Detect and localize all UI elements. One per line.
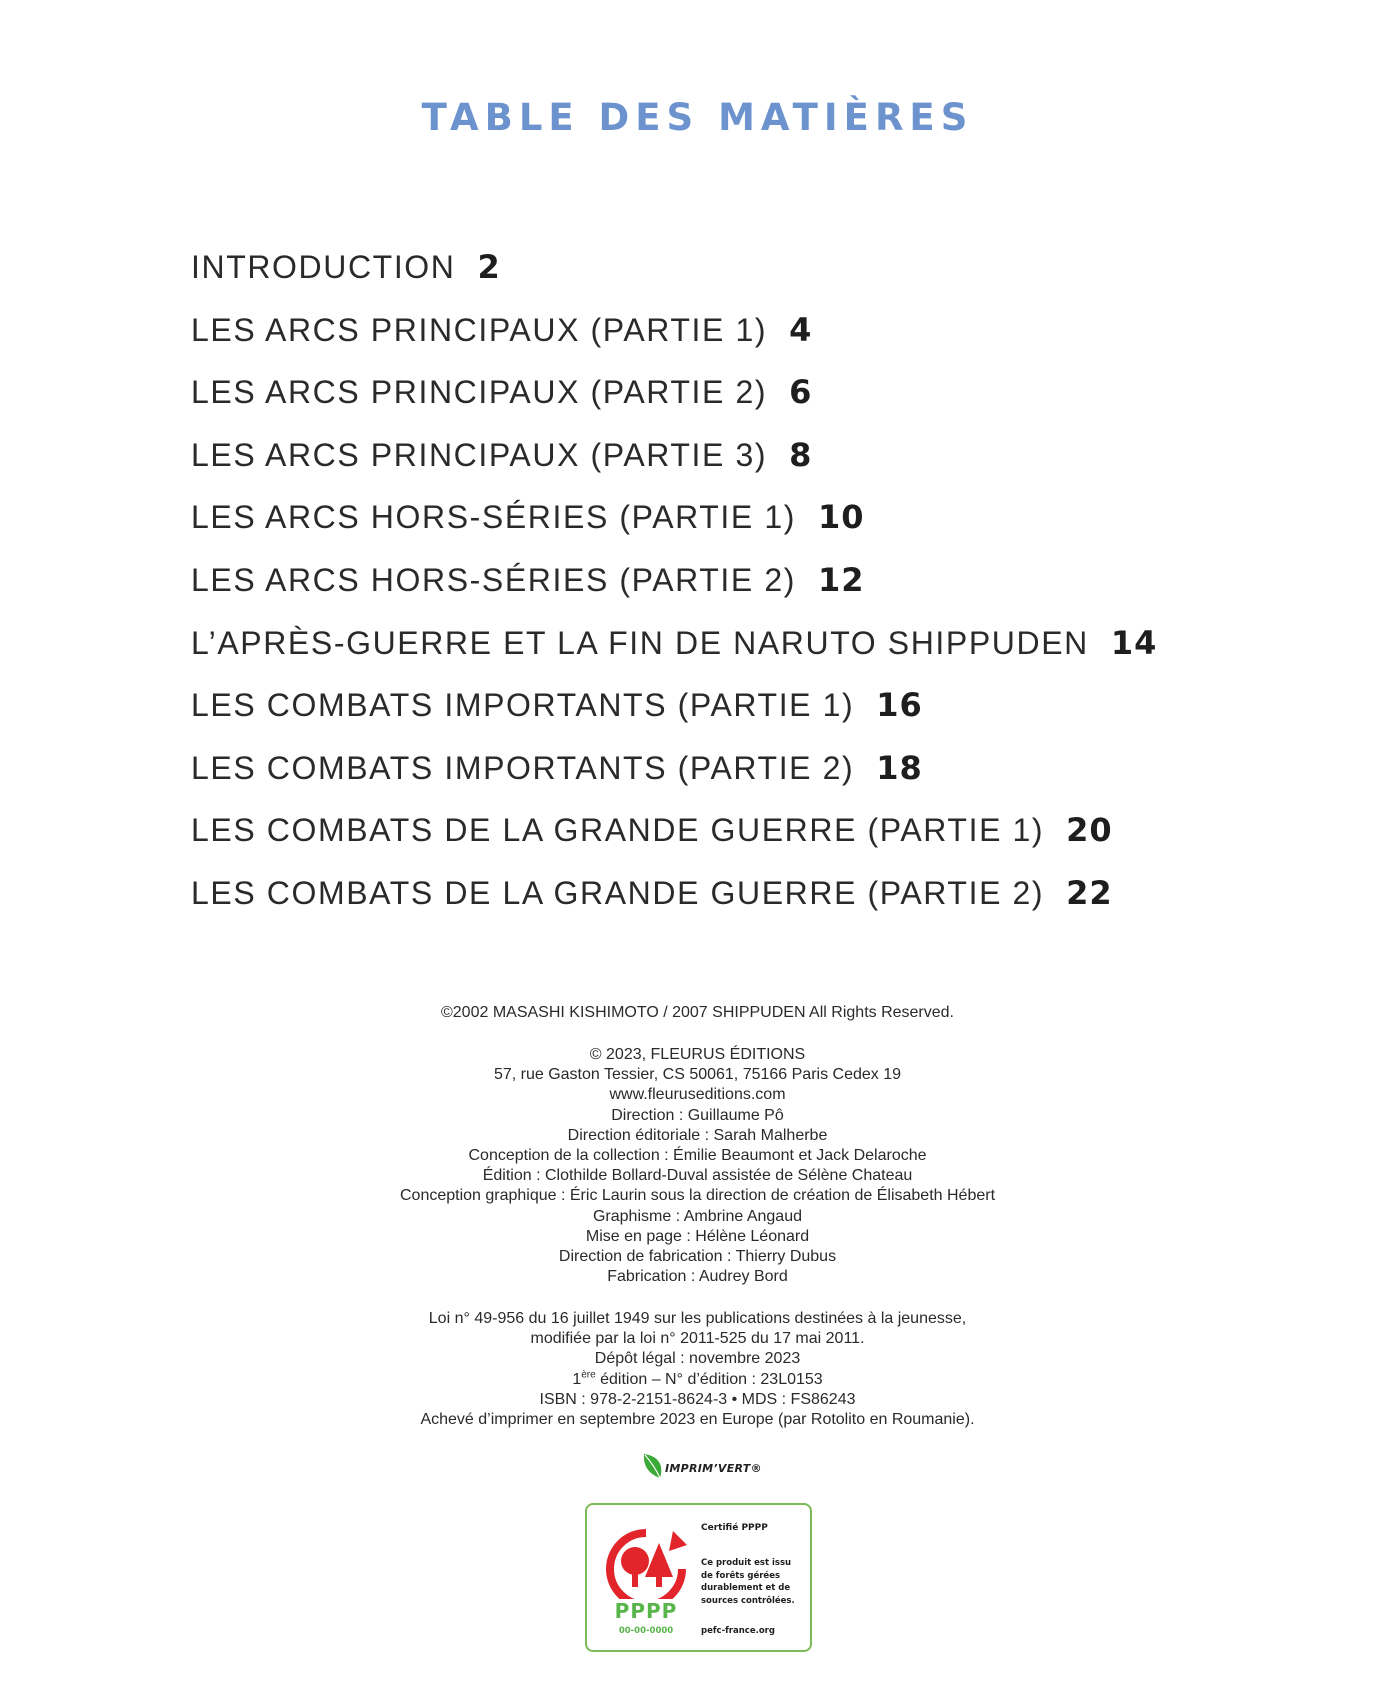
edition-number: 1 <box>572 1370 582 1388</box>
toc-entry-page: 14 <box>1110 623 1158 662</box>
pefc-code: 00-00-0000 <box>618 1626 674 1636</box>
credit-line: Direction éditoriale : Sarah Malherbe <box>567 1126 828 1144</box>
edition-superscript: ère <box>581 1369 596 1381</box>
toc-entry-label: INTRODUCTION <box>191 249 456 285</box>
toc-entry-page: 6 <box>789 373 813 412</box>
credit-line: 57, rue Gaston Tessier, CS 50061, 75166 Paris Cedex 19 <box>493 1066 902 1084</box>
copyright-notice <box>0 1003 1395 1023</box>
credit-line: Direction de fabrication : Thierry Dubus <box>558 1248 837 1266</box>
pefc-description <box>701 1557 809 1607</box>
law-line: Loi n° 49-956 du 16 juillet 1949 sur les publications destinées à la jeunesse, <box>428 1310 967 1327</box>
toc-entry-label: LES COMBATS IMPORTANTS (PARTIE 1) <box>191 687 855 724</box>
toc-entry-label: LES ARCS PRINCIPAUX (PARTIE 1) <box>191 311 768 348</box>
pefc-url[interactable]: pefc-france.org <box>701 1626 775 1636</box>
toc-entry-arcs-hors-series-2[interactable] <box>191 549 1291 612</box>
credit-line: Graphisme : Ambrine Angaud <box>592 1207 802 1225</box>
toc-entry-label: LES ARCS PRINCIPAUX (PARTIE 2) <box>191 374 768 411</box>
toc-entry-page: 4 <box>789 310 813 349</box>
credit-line: Fabrication : Audrey Bord <box>607 1268 788 1286</box>
toc-entry-arcs-hors-series-1[interactable] <box>191 486 1291 549</box>
toc-entry-page: 16 <box>876 686 923 725</box>
legal-notices <box>0 1309 1395 1430</box>
law-line: modifiée par la loi n° 2011-525 du 17 mai 2011. <box>530 1330 865 1348</box>
toc-entry-label: L’APRÈS-GUERRE ET LA FIN DE NARUTO SHIPPUDEN <box>191 624 1089 661</box>
depot-legal: Dépôt légal : novembre 2023 <box>594 1350 801 1368</box>
table-of-contents <box>191 236 1291 925</box>
toc-entry-page: 22 <box>1066 873 1113 912</box>
pefc-tree-logo-icon <box>603 1527 689 1599</box>
toc-entry-combats-importants-1[interactable] <box>191 674 1291 737</box>
toc-entry-page: 12 <box>818 560 865 599</box>
imprim-vert-logo <box>641 1452 771 1480</box>
pefc-description-line: de forêts gérées <box>701 1570 781 1581</box>
toc-entry-apres-guerre[interactable] <box>191 612 1291 675</box>
toc-entry-grande-guerre-1[interactable] <box>191 799 1291 862</box>
pefc-certification-label <box>585 1503 812 1652</box>
credit-line: © 2023, FLEURUS ÉDITIONS <box>589 1046 806 1063</box>
pefc-description-line: Ce produit est issu <box>701 1558 792 1568</box>
page-title: TABLE DES MATIÈRES <box>421 96 974 139</box>
copyright-text: ©2002 MASASHI KISHIMOTO / 2007 SHIPPUDEN All Rights Reserved. <box>440 1004 954 1021</box>
pefc-description-line: durablement et de <box>701 1583 791 1593</box>
credit-line: Mise en page : Hélène Léonard <box>585 1227 810 1245</box>
toc-entry-label: LES ARCS PRINCIPAUX (PARTIE 3) <box>191 436 768 473</box>
imprim-vert-text: IMPRIM’VERT® <box>665 1462 762 1475</box>
toc-entry-page: 18 <box>876 748 923 787</box>
pefc-certified-title: Certifié PPPP <box>701 1523 768 1533</box>
toc-entry-label: LES ARCS HORS-SÉRIES (PARTIE 2) <box>191 561 797 598</box>
toc-entry-page: 20 <box>1066 811 1113 850</box>
toc-entry-label: LES COMBATS DE LA GRANDE GUERRE (PARTIE 2) <box>191 874 1045 911</box>
toc-entry-page: 8 <box>789 435 813 474</box>
credit-line: Conception graphique : Éric Laurin sous la direction de création de Élisabeth Hébert <box>399 1187 996 1205</box>
toc-entry-combats-importants-2[interactable] <box>191 737 1291 800</box>
pefc-description-line: sources contrôlées. <box>701 1595 795 1606</box>
leaf-icon <box>641 1452 665 1480</box>
toc-entry-introduction[interactable] <box>191 236 1291 299</box>
printing-line: Achevé d’imprimer en septembre 2023 en Europe (par Rotolito en Roumanie). <box>420 1411 975 1429</box>
edition-rest: édition – N° d’édition : 23L0153 <box>595 1370 823 1388</box>
toc-entry-label: LES COMBATS DE LA GRANDE GUERRE (PARTIE 1) <box>191 812 1045 849</box>
toc-entry-grande-guerre-2[interactable] <box>191 862 1291 925</box>
pefc-letters: PPPP <box>614 1599 678 1623</box>
toc-entry-page: 10 <box>818 498 865 537</box>
toc-entry-page: 2 <box>477 248 501 286</box>
toc-entry-arcs-principaux-2[interactable] <box>191 361 1291 424</box>
isbn-line: ISBN : 978-2-2151-8624-3 • MDS : FS86243 <box>539 1390 856 1408</box>
toc-entry-arcs-principaux-3[interactable] <box>191 424 1291 487</box>
toc-entry-label: LES ARCS HORS-SÉRIES (PARTIE 1) <box>191 499 797 536</box>
toc-entry-label: LES COMBATS IMPORTANTS (PARTIE 2) <box>191 749 855 786</box>
toc-entry-arcs-principaux-1[interactable] <box>191 299 1291 362</box>
edition-number-line <box>0 1370 1395 1390</box>
publisher-credits <box>0 1045 1395 1287</box>
credit-line: Direction : Guillaume Pô <box>611 1106 784 1124</box>
credit-line: Conception de la collection : Émilie Beaumont et Jack Delaroche <box>468 1147 927 1165</box>
publisher-website[interactable]: www.fleuruseditions.com <box>609 1086 786 1104</box>
credit-line: Édition : Clothilde Bollard-Duval assistée de Sélène Chateau <box>482 1167 913 1185</box>
